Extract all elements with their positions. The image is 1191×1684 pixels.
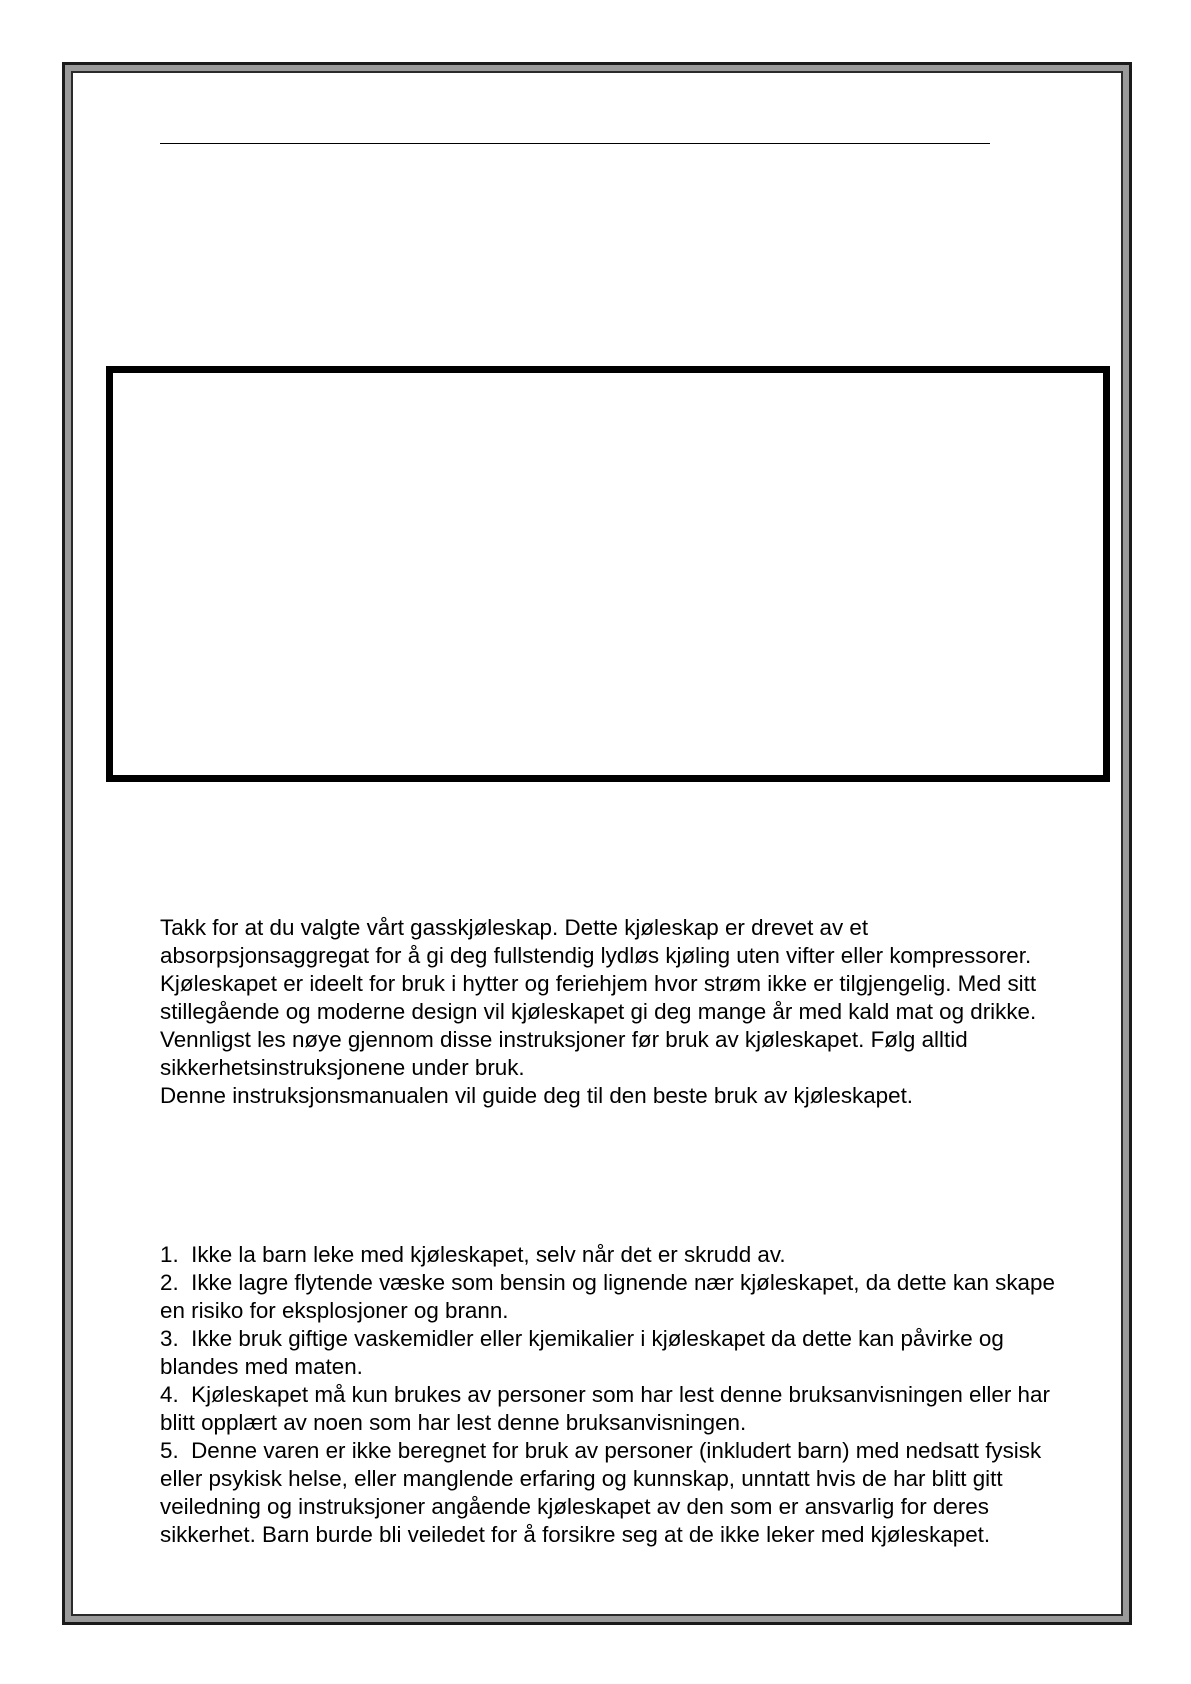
safety-item-text: Ikke la barn leke med kjøleskapet, selv når det er skrudd av. <box>191 1242 786 1267</box>
safety-item-number: 4. <box>160 1382 179 1407</box>
safety-section <box>160 1241 1060 1549</box>
header-rule <box>160 143 990 144</box>
safety-item-3 <box>160 1325 1060 1381</box>
safety-item-2 <box>160 1269 1060 1325</box>
safety-item-5 <box>160 1437 1060 1549</box>
safety-item-text: Ikke lagre flytende væske som bensin og lignende nær kjøleskapet, da dette kan skape en risiko for eksplosjoner og brann. <box>160 1270 1055 1323</box>
safety-item-4 <box>160 1381 1060 1437</box>
product-image-box <box>106 366 1110 782</box>
safety-item-number: 3. <box>160 1326 179 1351</box>
intro-paragraph-1: Takk for at du valgte vårt gasskjøleskap. Dette kjøleskap er drevet av et absorpsjonsaggregat for å gi deg fullstendig lydløs kjøling uten vifter eller kompressorer. Kjøleskapet er ideelt for bruk i hytter og feriehjem hvor strøm ikke er tilgjengelig. Med sitt stillegående og moderne design vil kjøleskapet gi deg mange år med kald mat og drikke. <box>160 915 1037 1024</box>
safety-item-1 <box>160 1241 1060 1269</box>
safety-item-number: 5. <box>160 1438 179 1463</box>
safety-item-text: Kjøleskapet må kun brukes av personer som har lest denne bruksanvisningen eller har blitt opplært av noen som har lest denne bruksanvisningen. <box>160 1382 1050 1435</box>
safety-item-number: 1. <box>160 1242 179 1267</box>
safety-list <box>160 1241 1060 1549</box>
safety-item-text: Ikke bruk giftige vaskemidler eller kjemikalier i kjøleskapet da dette kan påvirke og blandes med maten. <box>160 1326 1004 1379</box>
intro-section <box>160 914 1060 1110</box>
intro-paragraph-2: Vennligst les nøye gjennom disse instruksjoner før bruk av kjøleskapet. Følg alltid sikkerhetsinstruksjonene under bruk. <box>160 1027 968 1080</box>
safety-item-text: Denne varen er ikke beregnet for bruk av personer (inkludert barn) med nedsatt fysisk eller psykisk helse, eller manglende erfaring og kunnskap, unntatt hvis de har blitt gitt veiledning og instruksjoner angående kjøleskapet av den som er ansvarlig for deres sikkerhet. Barn burde bli veiledet for å forsikre seg at de ikke leker med kjøleskapet. <box>160 1438 1042 1547</box>
safety-item-number: 2. <box>160 1270 179 1295</box>
intro-paragraph-3: Denne instruksjonsmanualen vil guide deg til den beste bruk av kjøleskapet. <box>160 1083 914 1108</box>
